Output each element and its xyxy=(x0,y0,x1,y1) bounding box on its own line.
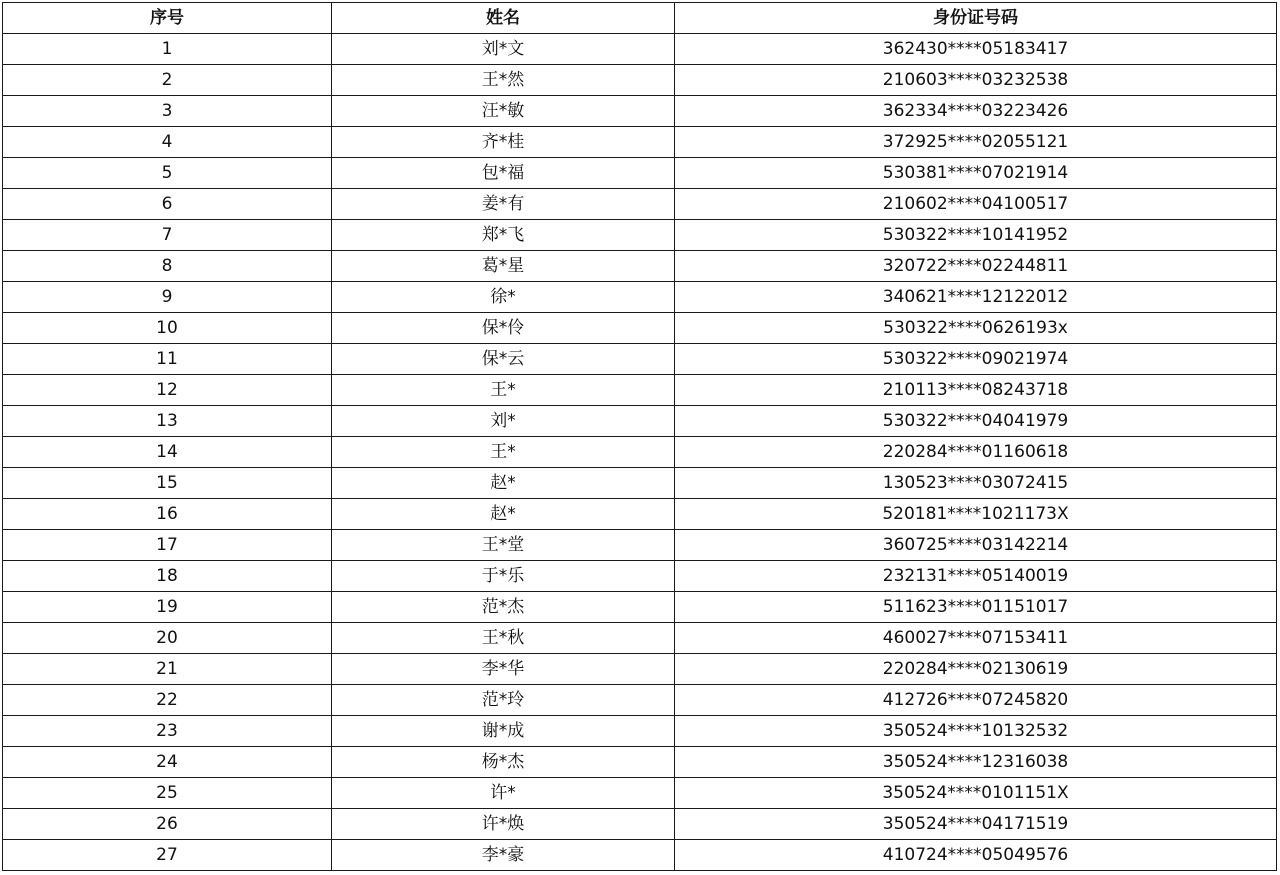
row-name-cell: 保*伶 xyxy=(332,313,675,344)
row-index-cell: 4 xyxy=(3,127,332,158)
row-name-cell: 范*杰 xyxy=(332,592,675,623)
row-id-number-cell: 220284****01160618 xyxy=(675,437,1277,468)
table-row xyxy=(3,127,1277,158)
row-id-number-cell: 530322****0626193x xyxy=(675,313,1277,344)
row-id-number-cell: 410724****05049576 xyxy=(675,840,1277,871)
table-row xyxy=(3,344,1277,375)
table-body xyxy=(3,34,1277,871)
row-index-cell: 8 xyxy=(3,251,332,282)
row-id-number-cell: 232131****05140019 xyxy=(675,561,1277,592)
row-name-cell: 姜*有 xyxy=(332,189,675,220)
row-index-cell: 11 xyxy=(3,344,332,375)
row-id-number-cell: 210113****08243718 xyxy=(675,375,1277,406)
table-row xyxy=(3,65,1277,96)
roster-table-container xyxy=(2,2,1277,871)
row-id-number-cell: 460027****07153411 xyxy=(675,623,1277,654)
row-name-cell: 李*豪 xyxy=(332,840,675,871)
table-row xyxy=(3,468,1277,499)
row-index-cell: 2 xyxy=(3,65,332,96)
table-row xyxy=(3,437,1277,468)
row-id-number-cell: 220284****02130619 xyxy=(675,654,1277,685)
row-name-cell: 赵* xyxy=(332,468,675,499)
table-row xyxy=(3,685,1277,716)
row-index-cell: 16 xyxy=(3,499,332,530)
row-index-cell: 1 xyxy=(3,34,332,65)
row-id-number-cell: 360725****03142214 xyxy=(675,530,1277,561)
row-name-cell: 杨*杰 xyxy=(332,747,675,778)
row-id-number-cell: 210603****03232538 xyxy=(675,65,1277,96)
table-row xyxy=(3,778,1277,809)
table-row xyxy=(3,840,1277,871)
row-index-cell: 24 xyxy=(3,747,332,778)
table-row xyxy=(3,375,1277,406)
row-name-cell: 保*云 xyxy=(332,344,675,375)
row-id-number-cell: 210602****04100517 xyxy=(675,189,1277,220)
row-index-cell: 14 xyxy=(3,437,332,468)
row-name-cell: 王* xyxy=(332,437,675,468)
table-row xyxy=(3,282,1277,313)
row-name-cell: 王*然 xyxy=(332,65,675,96)
row-name-cell: 汪*敏 xyxy=(332,96,675,127)
row-name-cell: 葛*星 xyxy=(332,251,675,282)
row-name-cell: 许*焕 xyxy=(332,809,675,840)
row-name-cell: 刘*文 xyxy=(332,34,675,65)
table-row xyxy=(3,251,1277,282)
row-name-cell: 李*华 xyxy=(332,654,675,685)
row-id-number-cell: 412726****07245820 xyxy=(675,685,1277,716)
row-name-cell: 王*秋 xyxy=(332,623,675,654)
row-index-cell: 26 xyxy=(3,809,332,840)
table-row xyxy=(3,530,1277,561)
row-index-cell: 27 xyxy=(3,840,332,871)
row-id-number-cell: 320722****02244811 xyxy=(675,251,1277,282)
row-index-cell: 19 xyxy=(3,592,332,623)
row-name-cell: 刘* xyxy=(332,406,675,437)
row-id-number-cell: 530322****04041979 xyxy=(675,406,1277,437)
table-row xyxy=(3,158,1277,189)
table-row xyxy=(3,747,1277,778)
row-index-cell: 12 xyxy=(3,375,332,406)
table-row xyxy=(3,654,1277,685)
row-name-cell: 王*堂 xyxy=(332,530,675,561)
row-id-number-cell: 511623****01151017 xyxy=(675,592,1277,623)
row-index-cell: 13 xyxy=(3,406,332,437)
row-index-cell: 18 xyxy=(3,561,332,592)
table-row xyxy=(3,623,1277,654)
row-name-cell: 赵* xyxy=(332,499,675,530)
table-row xyxy=(3,34,1277,65)
row-name-cell: 于*乐 xyxy=(332,561,675,592)
row-name-cell: 范*玲 xyxy=(332,685,675,716)
row-index-cell: 23 xyxy=(3,716,332,747)
row-index-cell: 10 xyxy=(3,313,332,344)
row-name-cell: 徐* xyxy=(332,282,675,313)
table-row xyxy=(3,406,1277,437)
row-index-cell: 3 xyxy=(3,96,332,127)
row-id-number-cell: 372925****02055121 xyxy=(675,127,1277,158)
row-name-cell: 谢*成 xyxy=(332,716,675,747)
row-name-cell: 齐*桂 xyxy=(332,127,675,158)
row-id-number-cell: 350524****04171519 xyxy=(675,809,1277,840)
table-row xyxy=(3,313,1277,344)
row-name-cell: 王* xyxy=(332,375,675,406)
table-row xyxy=(3,716,1277,747)
table-row xyxy=(3,499,1277,530)
table-row xyxy=(3,561,1277,592)
row-index-cell: 20 xyxy=(3,623,332,654)
header-index: 序号 xyxy=(3,3,332,34)
row-index-cell: 5 xyxy=(3,158,332,189)
row-index-cell: 15 xyxy=(3,468,332,499)
row-id-number-cell: 362334****03223426 xyxy=(675,96,1277,127)
roster-table xyxy=(2,2,1277,871)
row-id-number-cell: 350524****0101151X xyxy=(675,778,1277,809)
row-index-cell: 9 xyxy=(3,282,332,313)
row-id-number-cell: 130523****03072415 xyxy=(675,468,1277,499)
header-name: 姓名 xyxy=(332,3,675,34)
table-row xyxy=(3,220,1277,251)
row-name-cell: 郑*飞 xyxy=(332,220,675,251)
row-id-number-cell: 530381****07021914 xyxy=(675,158,1277,189)
row-index-cell: 6 xyxy=(3,189,332,220)
row-id-number-cell: 350524****12316038 xyxy=(675,747,1277,778)
row-id-number-cell: 350524****10132532 xyxy=(675,716,1277,747)
table-header xyxy=(3,3,1277,34)
row-index-cell: 21 xyxy=(3,654,332,685)
row-id-number-cell: 530322****09021974 xyxy=(675,344,1277,375)
row-index-cell: 22 xyxy=(3,685,332,716)
row-name-cell: 包*福 xyxy=(332,158,675,189)
row-id-number-cell: 530322****10141952 xyxy=(675,220,1277,251)
row-index-cell: 25 xyxy=(3,778,332,809)
row-id-number-cell: 340621****12122012 xyxy=(675,282,1277,313)
table-row xyxy=(3,809,1277,840)
table-row xyxy=(3,189,1277,220)
row-id-number-cell: 520181****1021173X xyxy=(675,499,1277,530)
row-name-cell: 许* xyxy=(332,778,675,809)
row-id-number-cell: 362430****05183417 xyxy=(675,34,1277,65)
row-index-cell: 17 xyxy=(3,530,332,561)
header-row xyxy=(3,3,1277,34)
row-index-cell: 7 xyxy=(3,220,332,251)
table-row xyxy=(3,96,1277,127)
header-id-number: 身份证号码 xyxy=(675,3,1277,34)
table-row xyxy=(3,592,1277,623)
